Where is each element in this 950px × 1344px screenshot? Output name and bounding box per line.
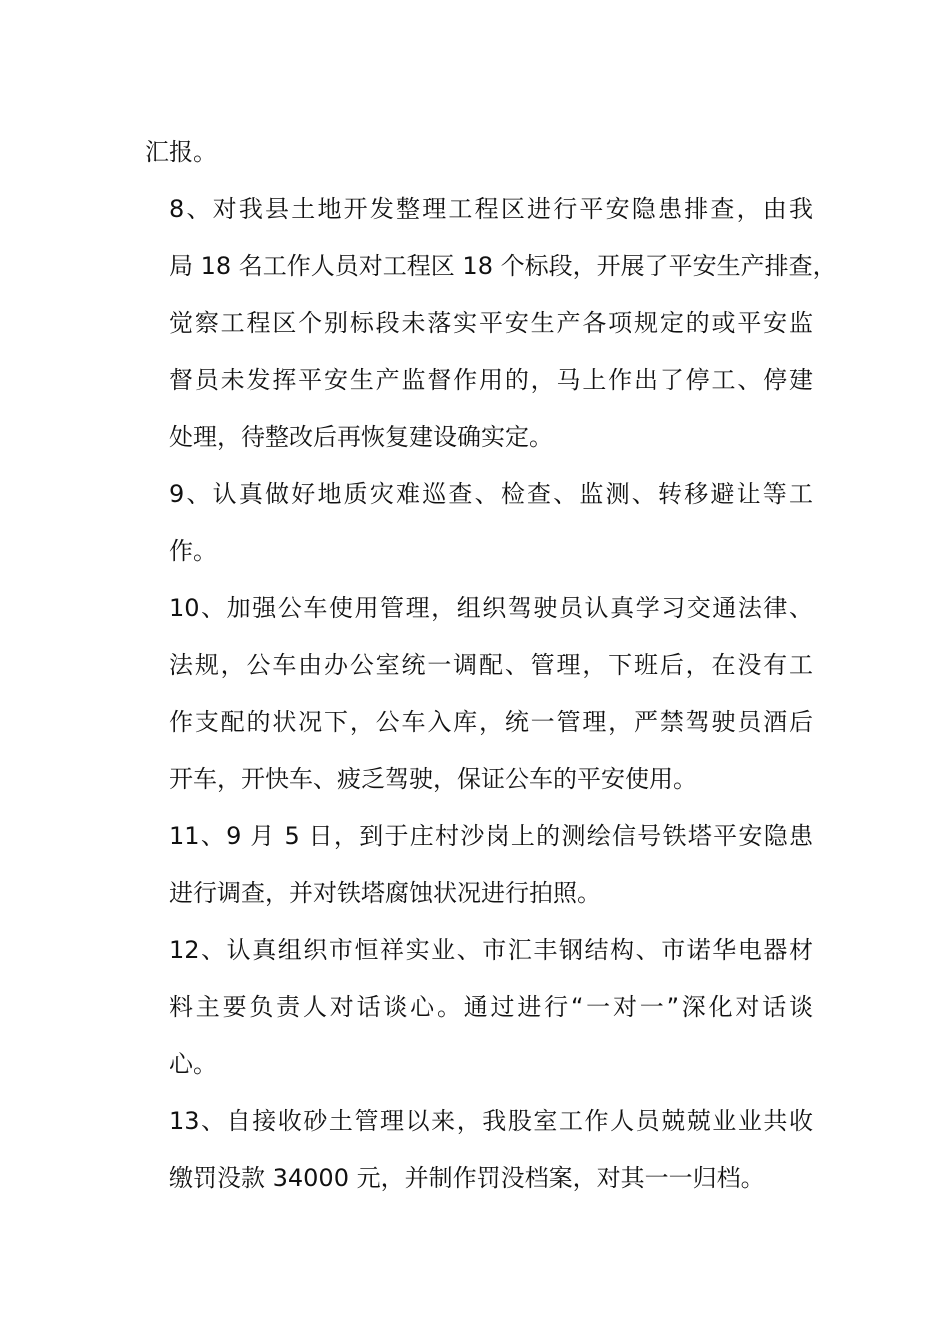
paragraph-item-12 xyxy=(145,922,813,1093)
text-line: 9、认真做好地质灾难巡查、检查、监测、转移避让等工 xyxy=(169,480,813,508)
text-line: 作支配的状况下，公车入库，统一管理，严禁驾驶员酒后 xyxy=(169,708,813,736)
document-body xyxy=(145,124,837,1207)
text-line: 觉察工程区个别标段未落实平安生产各项规定的或平安监 xyxy=(169,309,813,337)
text-line: 心。 xyxy=(169,1050,217,1078)
text-line: 开车，开快车、疲乏驾驶，保证公车的平安使用。 xyxy=(169,765,697,793)
text-line: 局 18 名工作人员对工程区 18 个标段，开展了平安生产排查， xyxy=(169,252,837,280)
text-line: 汇报。 xyxy=(145,138,217,166)
text-line: 料主要负责人对话谈心。通过进行“一对一”深化对话谈 xyxy=(169,993,813,1021)
text-line: 缴罚没款 34000 元，并制作罚没档案，对其一一归档。 xyxy=(169,1164,765,1192)
paragraph-item-9 xyxy=(145,466,813,580)
text-line: 11、9 月 5 日，到于庄村沙岗上的测绘信号铁塔平安隐患 xyxy=(169,822,813,850)
text-line: 8、对我县土地开发整理工程区进行平安隐患排查，由我 xyxy=(169,195,813,223)
paragraph-item-11 xyxy=(145,808,813,922)
text-line: 13、自接收砂土管理以来，我股室工作人员兢兢业业共收 xyxy=(169,1107,813,1135)
text-line: 10、加强公车使用管理，组织驾驶员认真学习交通法律、 xyxy=(169,594,813,622)
paragraph-item-10 xyxy=(145,580,813,808)
paragraph-item-13 xyxy=(145,1093,813,1207)
text-line: 作。 xyxy=(169,537,217,565)
paragraph-item-8 xyxy=(145,181,837,466)
text-line: 进行调查，并对铁塔腐蚀状况进行拍照。 xyxy=(169,879,601,907)
text-line: 法规，公车由办公室统一调配、管理，下班后，在没有工 xyxy=(169,651,813,679)
text-line: 12、认真组织市恒祥实业、市汇丰钢结构、市诺华电器材 xyxy=(169,936,813,964)
text-line: 督员未发挥平安生产监督作用的，马上作出了停工、停建 xyxy=(169,366,813,394)
text-line: 处理，待整改后再恢复建设确实定。 xyxy=(169,423,553,451)
paragraph-report-ending xyxy=(145,124,813,181)
